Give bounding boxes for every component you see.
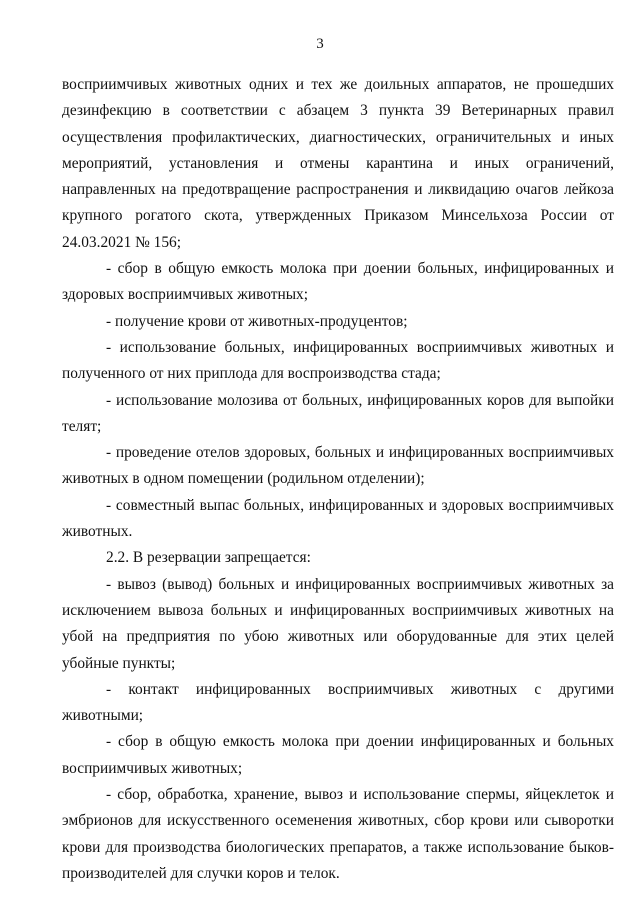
paragraph-semen-embryos: - сбор, обработка, хранение, вывоз и использование спермы, яйцеклеток и эмбрионов для искусственного осеменения животных, сбор крови или сыворотки крови для производства биологических препаратов, а также использование быков-производителей для случки коров и телок.: [62, 786, 614, 882]
paragraph-herd-reproduction: - использование больных, инфицированных восприимчивых животных и полученного от них приплода для воспроизводства стада;: [62, 338, 614, 383]
paragraph-grazing: - совместный выпас больных, инфицированных и здоровых восприимчивых животных.: [62, 496, 614, 541]
paragraph-blood-collection: - получение крови от животных-продуцентов;: [106, 312, 408, 330]
section-heading-2-2: 2.2. В резервации запрещается:: [106, 549, 311, 567]
document-body: [62, 72, 614, 887]
paragraph-milk-collection: - сбор в общую емкость молока при доении больных, инфицированных и здоровых восприимчивых животных;: [62, 260, 614, 304]
paragraph-continuation: восприимчивых животных одних и тех же доильных аппаратов, не прошедших дезинфекцию в соответствии с абзацем 3 пункта 39 Ветеринарных правил осуществления профилактических, диагностических, ограничительных и иных мероприятий, установления и отмены карантина и иных ограничений, направленных на предотвращение распространения и ликвидацию очагов лейкоза крупного рогатого скота, утвержденных Приказом Минсельхоза России от 24.03.2021 № 156;: [62, 76, 614, 251]
page-number: 3: [316, 36, 324, 52]
paragraph-contact: - контакт инфицированных восприимчивых животных с другими животными;: [62, 680, 614, 725]
paragraph-calving: - проведение отелов здоровых, больных и инфицированных восприимчивых животных в одном помещении (родильном отделении);: [62, 444, 614, 488]
paragraph-removal: - вывоз (вывод) больных и инфицированных восприимчивых животных за исключением вывоза больных и инфицированных восприимчивых животных на убой на предприятия по убою животных или оборудованные для этих целей убойные пункты;: [62, 575, 614, 672]
paragraph-colostrum: - использование молозива от больных, инфицированных коров для выпойки телят;: [62, 391, 614, 435]
paragraph-milk-collection-infected: - сбор в общую емкость молока при доении инфицированных и больных восприимчивых животных;: [62, 733, 614, 777]
